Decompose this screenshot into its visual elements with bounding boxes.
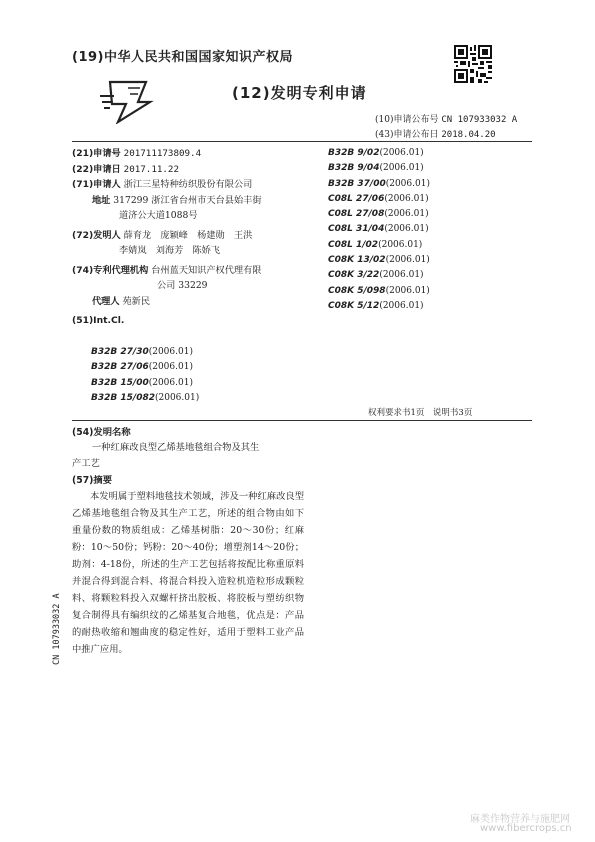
pages-note: 权利要求书1页 说明书3页: [368, 408, 473, 418]
ipc-version: (2006.01): [379, 163, 424, 174]
ipc-version: (2006.01): [379, 148, 424, 158]
invention-title: [72, 440, 312, 472]
intcl-item: [328, 177, 430, 192]
ipc-code: B32B 9/04: [328, 163, 380, 174]
inventors-line-2: 李婧岚 刘海芳 陈娇飞: [119, 245, 221, 256]
inventors-line-1: 薛育龙 庞颖峰 杨建勋 王洪: [123, 229, 253, 241]
address-label: 地址: [92, 194, 111, 206]
intcl-item: [328, 222, 430, 237]
ipc-version: (2006.01): [385, 255, 430, 266]
intcl-item: [91, 376, 199, 391]
agent-label: 代理人: [92, 295, 120, 307]
intcl-item: [328, 207, 430, 222]
ipc-version: (2006.01): [378, 239, 423, 250]
ipc-version: (2006.01): [384, 209, 429, 220]
ipc-version: (2006.01): [379, 270, 424, 281]
ipc-code: C08K 5/12: [328, 300, 380, 311]
ipc-code: B32B 15/00: [91, 377, 149, 388]
ipc-code: C08L 27/08: [328, 209, 385, 220]
ipc-code: B32B 15/082: [91, 392, 155, 403]
intcl-item: [328, 238, 430, 253]
header-divider: [72, 141, 532, 142]
intcl-item: [328, 299, 430, 314]
intcl-item: [328, 192, 430, 207]
publication-date: 2018.04.20: [441, 130, 496, 140]
application-date: 2017.11.22: [123, 163, 179, 175]
address-line-2: 道济公大道1088号: [119, 210, 198, 221]
watermark-line-1: 麻类作物营养与施肥网: [470, 814, 570, 825]
ipc-code: B32B 27/06: [91, 362, 149, 373]
ipc-code: B32B 37/00: [328, 178, 386, 189]
intcl-label: (51)Int.Cl.: [72, 315, 125, 326]
document-type: (12)发明专利申请: [232, 84, 367, 102]
publication-date-label: (43)申请公布日: [375, 130, 439, 140]
intcl-item: [328, 284, 430, 299]
ipc-version: (2006.01): [379, 300, 424, 311]
ipc-version: (2006.01): [154, 392, 200, 403]
ipc-code: B32B 27/30: [91, 347, 149, 357]
abstract-text: 本发明属于塑料地毯技术领域，涉及一种红麻改良型乙烯基地毯组合物及其生产工艺，所述的组合物由如下重量份数的物质组成：乙烯基树脂：20～30份；红麻粉：10～50份；钙粉：20～40份；增塑剂14～20份；助剂：4-18份，所述的生产工艺包括将按配比称重原料并混合得到混合料、将混合料投入造粒机造粒形成颗粒料、将颗粒料投入双螺杆挤出胶板、将胶板与塑纺织物复合制得具有编织纹的乙烯基复合地毯，优点是：产品的耐热收缩和翘曲度的稳定性好，适用于塑料工业产品中推广应用。: [72, 491, 304, 655]
intcl-left-list: [91, 345, 199, 406]
abstract-label: (57)摘要: [72, 475, 113, 486]
intcl-item: [91, 345, 199, 360]
intcl-item: [328, 146, 430, 161]
applicant-label: (71)申请人: [72, 179, 121, 190]
publication-number: CN 107933032 A: [441, 115, 518, 125]
agency-line-1: 台州蓝天知识产权代理有限: [151, 264, 262, 276]
application-number: 201711173809.4: [123, 148, 202, 159]
ipc-version: (2006.01): [385, 178, 430, 189]
application-number-label: (21)申请号: [72, 148, 121, 159]
applicant-name: 浙江三星特种纺织股份有限公司: [123, 179, 253, 190]
issuing-office: (19)中华人民共和国国家知识产权局: [72, 50, 293, 65]
publication-date-row: [375, 127, 496, 140]
ipc-version: (2006.01): [384, 224, 429, 235]
application-date-label: (22)申请日: [72, 163, 121, 175]
intcl-item: [328, 253, 430, 268]
publication-number-label: (10)申请公布号: [375, 115, 439, 125]
intcl-item: [328, 161, 430, 176]
inventor-label: (72)发明人: [72, 229, 121, 241]
agency-label: (74)专利代理机构: [72, 264, 149, 276]
intcl-item: [328, 268, 430, 283]
ipc-version: (2006.01): [148, 377, 193, 388]
ipc-code: C08L 1/02: [328, 239, 379, 250]
ipc-version: (2006.01): [148, 362, 193, 373]
ipc-code: B32B 9/02: [328, 148, 380, 158]
ipc-version: (2006.01): [385, 285, 430, 296]
agent-name: 苑新民: [122, 295, 151, 307]
section-divider: [72, 420, 532, 421]
ipc-code: C08L 31/04: [328, 224, 385, 235]
publication-number-row: [375, 112, 517, 125]
address-line-1: 317299 浙江省台州市天台县始丰街: [113, 194, 262, 206]
ipc-code: C08K 3/22: [328, 270, 380, 281]
ipc-version: (2006.01): [148, 347, 193, 357]
side-publication-code: CN 107933032 A: [52, 593, 62, 665]
ipc-version: (2006.01): [384, 193, 429, 204]
intcl-item: [91, 360, 199, 375]
intcl-item: [91, 391, 199, 406]
title-section-label: (54)发明名称: [72, 427, 131, 438]
ipc-code: C08K 5/098: [328, 285, 386, 296]
bibliographic-data: [72, 146, 322, 329]
ipc-code: C08L 27/06: [328, 193, 385, 204]
watermark-line-2: www.fibercrops.cn: [480, 823, 572, 834]
intcl-right-list: [328, 146, 430, 314]
invention-title-line-1: 一种红麻改良型乙烯基地毯组合物及其生: [92, 442, 260, 453]
invention-title-line-2: 产工艺: [72, 458, 100, 469]
agency-line-2: 公司 33229: [157, 280, 208, 291]
ipc-code: C08K 13/02: [328, 255, 386, 266]
qr-code-icon: [454, 45, 492, 83]
cnipa-logo-icon: [98, 78, 158, 124]
